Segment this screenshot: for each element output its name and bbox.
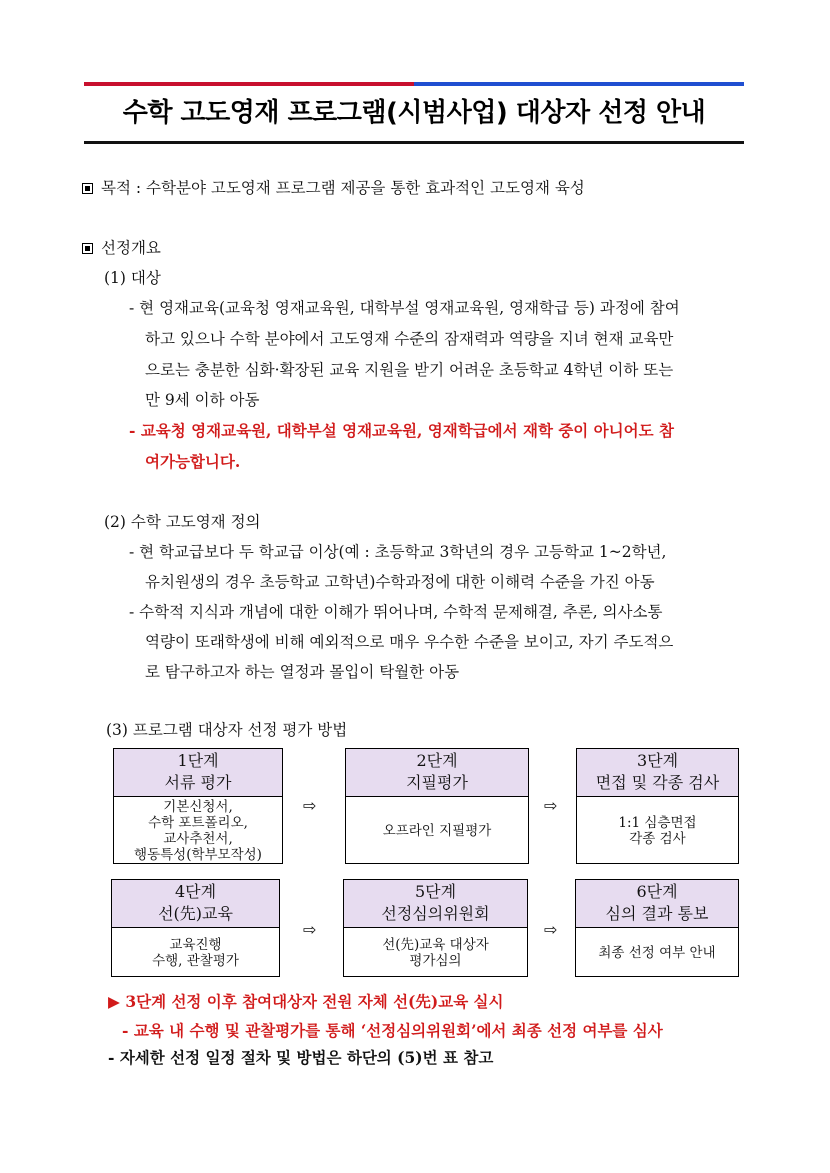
page-title: 수학 고도영재 프로그램(시범사업) 대상자 선정 안내: [122, 98, 706, 128]
purpose-text: 목적 : 수학분야 고도영재 프로그램 제공을 통한 효과적인 고도영재 육성: [101, 179, 585, 197]
stage-4-step: 4단계: [174, 882, 217, 901]
stage-4-name: 선(先)교육: [158, 904, 233, 923]
section3-heading: (3) 프로그램 대상자 선정 평가 방법: [106, 721, 348, 739]
stage-5-desc: [344, 928, 527, 978]
stage-5-header: [344, 880, 527, 928]
note-3: - 자세한 선정 일정 절차 및 방법은 하단의 (5)번 표 참고: [108, 1048, 494, 1067]
stage-4-desc: [112, 928, 279, 978]
arrow-right-icon: ⇨: [303, 796, 317, 815]
section1-item1-line3: 으로는 충분한 심화·확장된 교육 지원을 받기 어려운 초등학교 4학년 이하 또는: [145, 361, 674, 379]
title-bottom-bar: [84, 141, 744, 144]
stage-1-desc-line: 교사추천서,: [163, 831, 233, 847]
stage-2-box: [345, 748, 529, 864]
stage-3-header: [577, 749, 738, 797]
stage-5-box: [343, 879, 528, 977]
stage-6-box: [575, 879, 739, 977]
section1-item1-line2: 하고 있으나 수학 분야에서 고도영재 수준의 잠재력과 역량을 지녀 현재 교육만: [145, 330, 674, 348]
stage-2-step: 2단계: [416, 751, 458, 770]
stage-2-header: [346, 749, 528, 797]
arrow-right-icon: ⇨: [544, 920, 558, 939]
stage-4-desc-line: 교육진행: [169, 937, 222, 953]
overview-heading-text: 선정개요: [101, 239, 161, 257]
section1-item2-line2: 여가능합니다.: [145, 452, 241, 471]
stage-1-desc-line: 기본신청서,: [163, 799, 233, 815]
note-2: - 교육 내 수행 및 관찰평가를 통해 ‘선정심의위원회’에서 최종 선정 여부를 심사: [122, 1021, 663, 1040]
arrow-right-icon: ⇨: [544, 796, 558, 815]
stage-1-box: [113, 748, 283, 864]
section2-item1-line2: 유치원생의 경우 초등학교 고학년)수학과정에 대한 이해력 수준을 가진 아동: [145, 573, 655, 591]
title-bar-blue: [414, 82, 744, 86]
stage-6-name: 심의 결과 통보: [605, 904, 709, 923]
stage-1-step: 1단계: [177, 751, 219, 770]
stage-3-desc-line: 1:1 심층면접: [618, 815, 697, 831]
stage-4-desc-line: 수행, 관찰평가: [152, 953, 239, 969]
square-bullet-icon: [82, 243, 93, 254]
title-bar-red: [84, 82, 414, 86]
stage-2-desc-line: 오프라인 지필평가: [382, 823, 492, 839]
stage-6-step: 6단계: [636, 882, 678, 901]
section1-item1-line4: 만 9세 이하 아동: [145, 391, 260, 409]
purpose-line: [82, 178, 585, 198]
section2-heading: (2) 수학 고도영재 정의: [104, 513, 261, 531]
stage-4-header: [112, 880, 279, 928]
stage-2-name: 지필평가: [406, 773, 468, 792]
stage-1-desc-line: 수학 포트폴리오,: [148, 815, 248, 831]
square-bullet-icon: [82, 183, 93, 194]
stage-1-desc: [114, 797, 282, 865]
stage-2-desc: [346, 797, 528, 865]
stage-1-name: 서류 평가: [164, 773, 232, 792]
stage-5-name: 선정심의위원회: [381, 904, 490, 923]
stage-1-header: [114, 749, 282, 797]
stage-5-step: 5단계: [414, 882, 457, 901]
stage-3-desc-line: 각종 검사: [629, 831, 686, 847]
note-1: ▶ 3단계 선정 이후 참여대상자 전원 자체 선(先)교육 실시: [108, 992, 504, 1011]
section2-item2-line2: 역량이 또래학생에 비해 예외적으로 매우 우수한 수준을 보이고, 자기 주도적으: [145, 633, 674, 651]
stage-1-desc-line: 행동특성(학부모작성): [134, 847, 262, 863]
overview-heading: [82, 238, 161, 258]
stage-3-box: [576, 748, 739, 864]
stage-5-desc-line: 선(先)교육 대상자: [382, 937, 489, 953]
stage-6-desc-line: 최종 선정 여부 안내: [598, 945, 716, 961]
stage-4-box: [111, 879, 280, 977]
section2-item2-line1: - 수학적 지식과 개념에 대한 이해가 뛰어나며, 수학적 문제해결, 추론, 의사소통: [129, 603, 663, 621]
stage-5-desc-line: 평가심의: [409, 953, 462, 969]
section1-heading: (1) 대상: [104, 269, 161, 287]
stage-3-desc: [577, 797, 738, 865]
stage-6-header: [576, 880, 738, 928]
stage-6-desc: [576, 928, 738, 978]
section2-item1-line1: - 현 학교급보다 두 학교급 이상(예 : 초등학교 3학년의 경우 고등학교 1~2학년,: [129, 543, 667, 561]
stage-3-name: 면접 및 각종 검사: [595, 773, 720, 792]
section1-item2-line1: - 교육청 영재교육원, 대학부설 영재교육원, 영재학급에서 재학 중이 아니어도 참: [129, 421, 674, 440]
title-top-bar: [84, 82, 744, 86]
arrow-right-icon: ⇨: [303, 920, 317, 939]
section1-item1-line1: - 현 영재교육(교육청 영재교육원, 대학부설 영재교육원, 영재학급 등) 과정에 참여: [129, 299, 680, 317]
stage-3-step: 3단계: [636, 751, 679, 770]
section2-item2-line3: 로 탐구하고자 하는 열정과 몰입이 탁월한 아동: [145, 663, 460, 681]
